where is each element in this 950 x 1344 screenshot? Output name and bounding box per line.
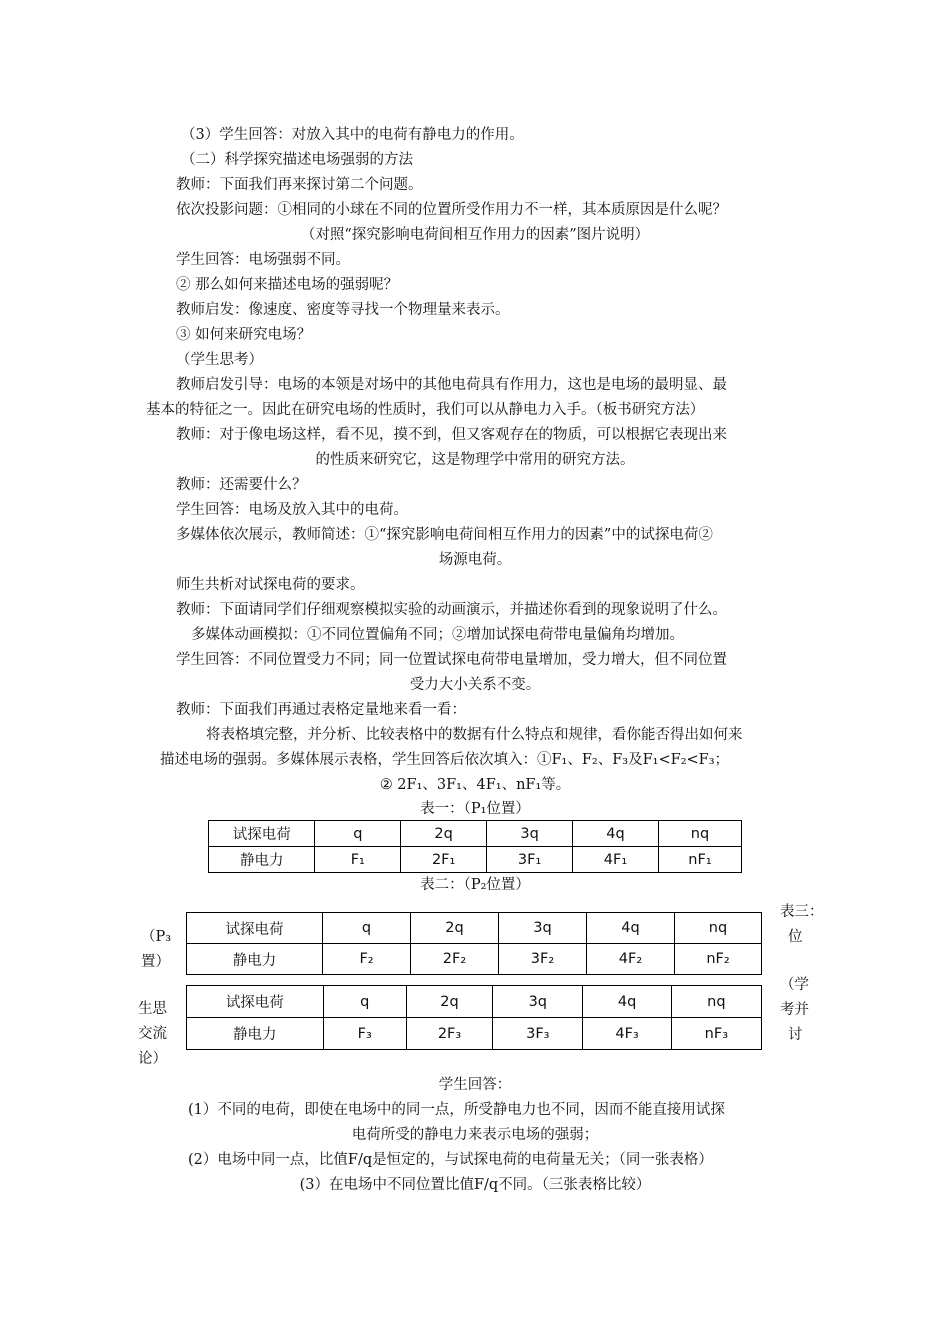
text-line: 教师：对于像电场这样，看不见，摸不到，但又客观存在的物质，可以根据它表现出来 (176, 427, 727, 443)
table-row (187, 913, 762, 944)
table-cell: q (323, 986, 406, 1018)
text-line: 学生回答：电场强弱不同。 (176, 252, 350, 268)
table-row (209, 821, 742, 847)
text-line: （3）学生回答：对放入其中的电荷有静电力的作用。 (181, 127, 524, 143)
answer-line: (2）电场中同一点，比值F/q是恒定的，与试探电荷的电荷量无关；（同一张表格） (188, 1152, 713, 1168)
table-cell: F₃ (323, 1018, 406, 1050)
table-cell: nF₂ (674, 944, 761, 975)
table3 (186, 985, 762, 1050)
text-line: （学生思考） (176, 352, 263, 368)
answer-line: 电荷所受的静电力来表示电场的强弱； (351, 1127, 599, 1143)
table-cell: 试探电荷 (187, 986, 324, 1018)
table1-caption: 表一：（P₁位置） (420, 801, 530, 817)
text-line: 学生回答：不同位置受力不同；同一位置试探电荷带电量增加，受力增大，但不同位置 (176, 652, 727, 668)
text-line: 描述电场的强弱。多媒体展示表格，学生回答后依次填入：①F₁、F₂、F₃及F₁<F₂<F₃； (160, 752, 730, 768)
table-cell: 2F₂ (410, 944, 498, 975)
side-right-line: （学 (780, 977, 809, 993)
table-cell: 2q (401, 821, 487, 847)
table-cell: 3F₁ (487, 847, 573, 873)
text-line: 基本的特征之一。因此在研究电场的性质时，我们可以从静电力入手。（板书研究方法） (146, 402, 705, 418)
text-line: 学生回答：电场及放入其中的电荷。 (176, 502, 408, 518)
table-row (187, 986, 762, 1018)
table-cell: nq (674, 913, 761, 944)
table-cell: 4F₃ (583, 1018, 671, 1050)
text-line: ② 那么如何来描述电场的强弱呢？ (176, 277, 399, 293)
text-line: 将表格填完整，并分析、比较表格中的数据有什么特点和规律，看你能否得出如何来 (206, 727, 743, 743)
side-left-line: 生思 (138, 1001, 167, 1017)
table3-caption-left-2: 置） (141, 954, 170, 970)
text-line: 依次投影问题：①相同的小球在不同的位置所受作用力不一样，其本质原因是什么呢？ (176, 202, 727, 218)
text-line: 教师启发：像速度、密度等寻找一个物理量来表示。 (176, 302, 510, 318)
answer-line: (3）在电场中不同位置比值F/q不同。（三张表格比较） (299, 1177, 651, 1193)
section-heading: （二）科学探究描述电场强弱的方法 (181, 152, 413, 168)
table-cell: 4F₁ (573, 847, 659, 873)
table3-caption-left: （P₃ (141, 929, 172, 945)
table2 (186, 912, 762, 975)
table-cell: 2q (410, 913, 498, 944)
text-line: 的性质来研究它，这是物理学中常用的研究方法。 (315, 452, 635, 468)
text-line: （对照“探究影响电荷间相互作用力的因素”图片说明） (300, 227, 650, 243)
side-left-line: 交流 (138, 1026, 167, 1042)
table-cell: q (315, 821, 401, 847)
table-cell: 4q (583, 986, 671, 1018)
table-cell: 2F₁ (401, 847, 487, 873)
side-right-line: 考并 (780, 1002, 809, 1018)
table-cell: 试探电荷 (187, 913, 323, 944)
side-left-line: 论） (138, 1051, 167, 1067)
text-line: 教师：下面请同学们仔细观察模拟实验的动画演示，并描述你看到的现象说明了什么。 (176, 602, 727, 618)
table-cell: 4q (573, 821, 659, 847)
table-cell: nF₁ (658, 847, 741, 873)
table-cell: 4q (586, 913, 674, 944)
text-line: 多媒体依次展示，教师简述：①“探究影响电荷间相互作用力的因素”中的试探电荷② (176, 527, 713, 543)
table-cell: 静电力 (209, 847, 315, 873)
text-line: 师生共析对试探电荷的要求。 (176, 577, 365, 593)
table-cell: F₂ (323, 944, 411, 975)
table-row (187, 944, 762, 975)
table-cell: 静电力 (187, 1018, 324, 1050)
table3-caption-right: 表三： (780, 904, 824, 920)
text-line: 场源电荷。 (438, 552, 512, 568)
text-line: 教师启发引导：电场的本领是对场中的其他电荷具有作用力，这也是电场的最明显、最 (176, 377, 727, 393)
table-cell: nF₃ (671, 1018, 761, 1050)
table-cell: 3q (498, 913, 586, 944)
table-cell: q (323, 913, 411, 944)
table1 (208, 820, 742, 873)
table-cell: nq (658, 821, 741, 847)
answer-heading: 学生回答： (438, 1077, 512, 1093)
text-line: ③ 如何来研究电场？ (176, 327, 312, 343)
text-line: ② 2F₁、3F₁、4F₁、nF₁等。 (379, 777, 571, 793)
text-line: 教师：还需要什么？ (176, 477, 307, 493)
table-cell: 4F₂ (586, 944, 674, 975)
text-line: 教师：下面我们再来探讨第二个问题。 (176, 177, 423, 193)
side-right-line: 讨 (788, 1027, 803, 1043)
text-line: 教师：下面我们再通过表格定量地来看一看： (176, 702, 466, 718)
table-row (209, 847, 742, 873)
table-cell: nq (671, 986, 761, 1018)
table-row (187, 1018, 762, 1050)
table-cell: 3F₃ (493, 1018, 583, 1050)
text-line: 受力大小关系不变。 (409, 677, 541, 693)
table-cell: F₁ (315, 847, 401, 873)
table-cell: 3q (493, 986, 583, 1018)
table-cell: 2q (406, 986, 492, 1018)
table-cell: 3q (487, 821, 573, 847)
table2-caption: 表二：（P₂位置） (420, 877, 530, 893)
table-cell: 2F₃ (406, 1018, 492, 1050)
text-line: 多媒体动画模拟：①不同位置偏角不同；②增加试探电荷带电量偏角均增加。 (191, 627, 684, 643)
table-cell: 试探电荷 (209, 821, 315, 847)
answer-line: (1）不同的电荷，即使在电场中的同一点，所受静电力也不同，因而不能直接用试探 (188, 1102, 725, 1118)
table-cell: 3F₂ (498, 944, 586, 975)
table3-caption-right-2: 位 (788, 929, 803, 945)
table-cell: 静电力 (187, 944, 323, 975)
